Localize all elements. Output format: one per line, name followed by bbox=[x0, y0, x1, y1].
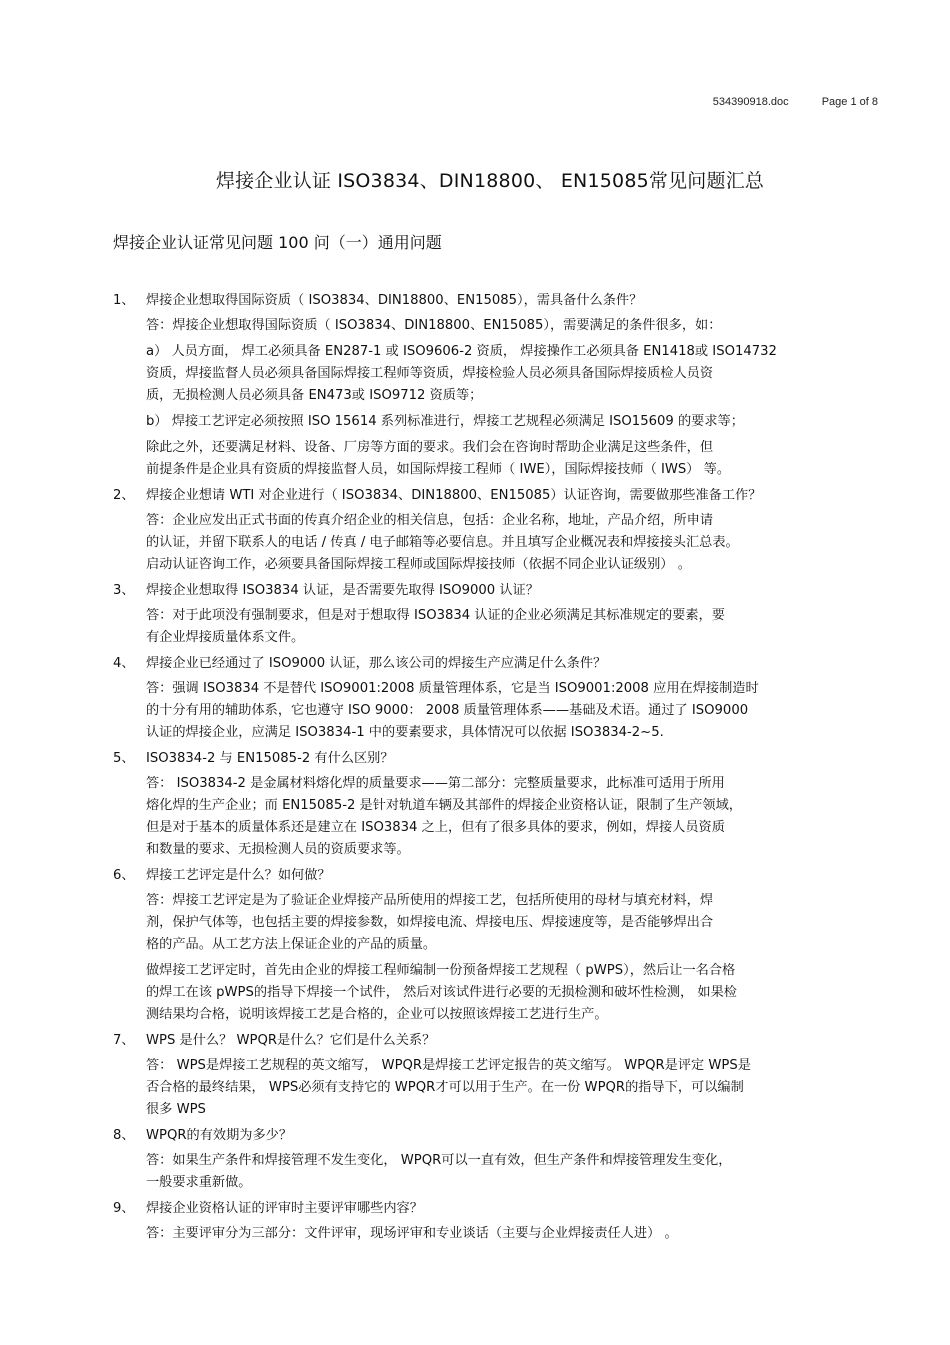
question-item bbox=[113, 748, 883, 769]
answer-line: 一般要求重新做。 bbox=[146, 1175, 252, 1190]
question-number: 7、 bbox=[113, 1033, 135, 1048]
answer-line: 熔化焊的生产企业；而 EN15085-2 是针对轨道车辆及其部件的焊接企业资格认证，限制了生产领域， bbox=[146, 798, 742, 813]
answer-paragraph bbox=[146, 773, 883, 861]
answer-paragraph bbox=[146, 890, 883, 956]
document-title: 焊接企业认证 ISO3834、DIN18800、 EN15085常见问题汇总 bbox=[215, 170, 765, 192]
question-text: 焊接工艺评定是什么？如何做？ bbox=[146, 868, 331, 883]
section-title: 焊接企业认证常见问题 100 问（一）通用问题 bbox=[113, 233, 442, 252]
question-text: WPS 是什么？ WPQR是什么？它们是什么关系？ bbox=[146, 1033, 436, 1048]
answer-line: 的十分有用的辅助体系，它也遵守 ISO 9000： 2008 质量管理体系——基础及术语。通过了 ISO9000 bbox=[146, 703, 749, 718]
answer-line: 答：如果生产条件和焊接管理不发生变化， WPQR可以一直有效，但生产条件和焊接管理发生变化， bbox=[146, 1153, 732, 1168]
answer-line: 答：对于此项没有强制要求，但是对于想取得 ISO3834 认证的企业必须满足其标准规定的要素，要 bbox=[146, 608, 725, 623]
question-item bbox=[113, 1125, 883, 1146]
answer-line: 前提条件是企业具有资质的焊接监督人员，如国际焊接工程师（ IWE），国际焊接技师（ IWS） 等。 bbox=[146, 462, 731, 477]
answer-line: 和数量的要求、无损检测人员的资质要求等。 bbox=[146, 842, 410, 857]
question-text: WPQR的有效期为多少？ bbox=[146, 1128, 293, 1143]
answer-line: 但是对于基本的质量体系还是建立在 ISO3834 之上，但有了很多具体的要求，例如，焊接人员资质 bbox=[146, 820, 725, 835]
header-page-number: Page 1 of 8 bbox=[821, 96, 878, 108]
question-number: 9、 bbox=[113, 1201, 135, 1216]
answer-line: 测结果均合格，说明该焊接工艺是合格的，企业可以按照该焊接工艺进行生产。 bbox=[146, 1007, 608, 1022]
question-item bbox=[113, 485, 883, 506]
question-number: 5、 bbox=[113, 751, 135, 766]
question-number: 8、 bbox=[113, 1128, 135, 1143]
question-number: 4、 bbox=[113, 656, 135, 671]
answer-line: 启动认证咨询工作，必须要具备国际焊接工程师或国际焊接技师（依据不同企业认证级别） 。 bbox=[146, 557, 691, 572]
answer-paragraph bbox=[146, 678, 883, 744]
answer-line: b） 焊接工艺评定必须按照 ISO 15614 系列标准进行，焊接工艺规程必须满足 ISO15609 的要求等； bbox=[146, 414, 744, 429]
answer-line: 答：强调 ISO3834 不是替代 ISO9001:2008 质量管理体系，它是当 ISO9001:2008 应用在焊接制造时 bbox=[146, 681, 759, 696]
question-number: 1、 bbox=[113, 293, 135, 308]
question-text: 焊接企业资格认证的评审时主要评审哪些内容？ bbox=[146, 1201, 423, 1216]
answer-paragraph bbox=[146, 315, 883, 337]
question-number: 2、 bbox=[113, 488, 135, 503]
answer-line: 答：焊接工艺评定是为了验证企业焊接产品所使用的焊接工艺，包括所使用的母材与填充材料，焊 bbox=[146, 893, 714, 908]
answer-paragraph bbox=[146, 437, 883, 481]
answer-line: 的焊工在该 pWPS的指导下焊接一个试件， 然后对该试件进行必要的无损检测和破坏性检测， 如果检 bbox=[146, 985, 737, 1000]
answer-line: 答： WPS是焊接工艺规程的英文缩写， WPQR是焊接工艺评定报告的英文缩写。 WPQR是评定 WPS是 bbox=[146, 1058, 751, 1073]
answer-line: 很多 WPS bbox=[146, 1102, 206, 1117]
answer-paragraph bbox=[146, 605, 883, 649]
question-item bbox=[113, 290, 883, 311]
question-text: 焊接企业想取得国际资质（ ISO3834、DIN18800、EN15085），需具备什么条件？ bbox=[146, 293, 643, 308]
answer-paragraph bbox=[146, 341, 883, 407]
question-item bbox=[113, 865, 883, 886]
question-text: ISO3834-2 与 EN15085-2 有什么区别？ bbox=[146, 751, 394, 766]
answer-paragraph bbox=[146, 411, 883, 433]
question-item bbox=[113, 1030, 883, 1051]
question-text: 焊接企业已经通过了 ISO9000 认证，那么该公司的焊接生产应满足什么条件？ bbox=[146, 656, 607, 671]
answer-paragraph bbox=[146, 1055, 883, 1121]
question-number: 3、 bbox=[113, 583, 135, 598]
answer-line: a） 人员方面， 焊工必须具备 EN287-1 或 ISO9606-2 资质， 焊接操作工必须具备 EN1418或 ISO14732 bbox=[146, 344, 777, 359]
question-text: 焊接企业想请 WTI 对企业进行（ ISO3834、DIN18800、EN15085）认证咨询，需要做那些准备工作？ bbox=[146, 488, 762, 503]
answer-line: 除此之外，还要满足材料、设备、厂房等方面的要求。我们会在咨询时帮助企业满足这些条件，但 bbox=[146, 440, 714, 455]
answer-line: 质，无损检测人员必须具备 EN473或 ISO9712 资质等； bbox=[146, 388, 483, 403]
question-item bbox=[113, 580, 883, 601]
answer-paragraph bbox=[146, 1223, 883, 1245]
question-text: 焊接企业想取得 ISO3834 认证，是否需要先取得 ISO9000 认证？ bbox=[146, 583, 539, 598]
question-number: 6、 bbox=[113, 868, 135, 883]
qa-list bbox=[113, 290, 883, 1249]
answer-line: 的认证，并留下联系人的电话 / 传真 / 电子邮箱等必要信息。并且填写企业概况表和焊接接头汇总表。 bbox=[146, 535, 739, 550]
answer-line: 资质，焊接监督人员必须具备国际焊接工程师等资质，焊接检验人员必须具备国际焊接质检人员资 bbox=[146, 366, 714, 381]
answer-line: 答：主要评审分为三部分：文件评审，现场评审和专业谈话（主要与企业焊接责任人进） 。 bbox=[146, 1226, 678, 1241]
answer-line: 答： ISO3834-2 是金属材料熔化焊的质量要求——第二部分：完整质量要求，此标准可适用于所用 bbox=[146, 776, 725, 791]
answer-line: 认证的焊接企业，应满足 ISO3834-1 中的要素要求，具体情况可以依据 ISO3834-2~5. bbox=[146, 725, 664, 740]
answer-line: 格的产品。从工艺方法上保证企业的产品的质量。 bbox=[146, 937, 437, 952]
question-item bbox=[113, 653, 883, 674]
question-item bbox=[113, 1198, 883, 1219]
answer-paragraph bbox=[146, 1150, 883, 1194]
answer-line: 做焊接工艺评定时，首先由企业的焊接工程师编制一份预备焊接工艺规程（ pWPS），然后让一名合格 bbox=[146, 963, 736, 978]
answer-line: 答：企业应发出正式书面的传真介绍企业的相关信息，包括：企业名称，地址，产品介绍，所申请 bbox=[146, 513, 714, 528]
answer-line: 否合格的最终结果， WPS必须有支持它的 WPQR才可以用于生产。在一份 WPQR的指导下，可以编制 bbox=[146, 1080, 744, 1095]
answer-paragraph bbox=[146, 510, 883, 576]
answer-paragraph bbox=[146, 960, 883, 1026]
answer-line: 剂，保护气体等，也包括主要的焊接参数，如焊接电流、焊接电压、焊接速度等，是否能够焊出合 bbox=[146, 915, 714, 930]
page-header bbox=[713, 96, 878, 108]
answer-line: 有企业焊接质量体系文件。 bbox=[146, 630, 305, 645]
answer-line: 答：焊接企业想取得国际资质（ ISO3834、DIN18800、EN15085），需要满足的条件很多，如： bbox=[146, 318, 722, 333]
header-filename: 534390918.doc bbox=[712, 96, 789, 108]
